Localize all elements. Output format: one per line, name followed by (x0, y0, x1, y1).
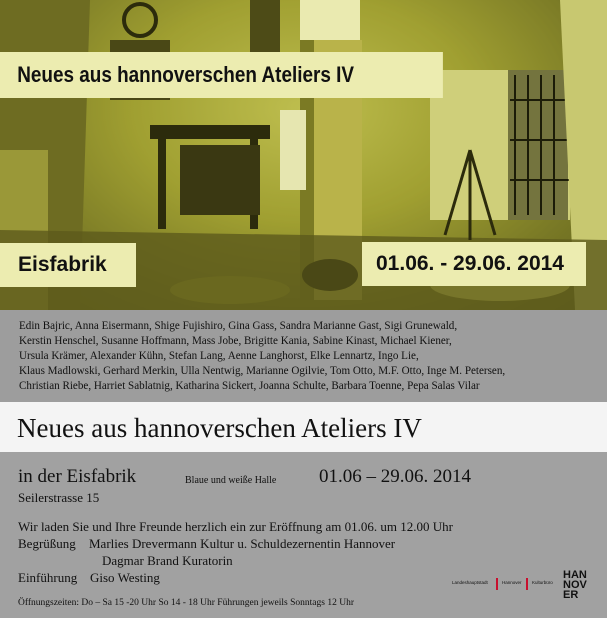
address: Seilerstrasse 15 (18, 490, 100, 505)
info-section (0, 452, 607, 618)
artist-line: Kerstin Henschel, Susanne Hoffmann, Mass Jobe, Brigitte Kania, Sabine Kinast, Michael Kiener, (19, 335, 452, 348)
hannover-logo-line: ER (563, 589, 579, 601)
artist-line: Ursula Krämer, Alexander Kühn, Stefan Lang, Aenne Langhorst, Elke Lennartz, Ingo Lie, (19, 350, 419, 363)
hannover-logo-line: NOV (563, 579, 587, 591)
exhibition-dates: 01.06 – 29.06. 2014 (319, 466, 471, 487)
banner-title: Neues aus hannoverschen Ateliers IV (0, 52, 443, 98)
red-bar-icon (496, 578, 498, 590)
intro-text: Giso Westing (90, 570, 160, 585)
artist-line: Klaus Madlowski, Gerhard Merkin, Ulla Nentwig, Marianne Ogilvie, Tom Otto, M.F. Otto, Inge M. Petersen, (19, 365, 506, 378)
artist-line: Edin Bajric, Anna Eisermann, Shige Fujishiro, Gina Gass, Sandra Marianne Gast, Sigi Grunewald, (19, 320, 458, 332)
invitation-text: Wir laden Sie und Ihre Freunde herzlich ein zur Eröffnung am 01.06. um 12.00 Uhr (18, 519, 453, 534)
banner-dates: 01.06. - 29.06. 2014 (362, 242, 586, 286)
city-logo-left: Landeshauptstadt (452, 580, 488, 585)
red-bar-icon (526, 578, 528, 590)
artist-list (0, 310, 607, 402)
city-logo-right: Kulturbüro (532, 580, 553, 585)
hannover-logo-line: HAN (563, 569, 587, 581)
location-line: in der Eisfabrik (18, 466, 137, 487)
greeting-text: Marlies Drevermann Kultur u. Schuldezernentin Hannover (89, 536, 396, 551)
curator: Dagmar Brand Kuratorin (102, 553, 233, 568)
city-logo-mid: Hannover (502, 580, 522, 585)
city-logo (452, 578, 560, 592)
intro-label: Einführung (18, 570, 78, 585)
exhibition-title: Neues aus hannoverschen Ateliers IV (0, 402, 607, 452)
hannover-logo (563, 570, 603, 610)
greeting-label: Begrüßung (18, 536, 76, 551)
hall-name: Blaue und weiße Halle (185, 475, 277, 486)
artist-line: Christian Riebe, Harriet Sablatnig, Katharina Sickert, Joanna Schulte, Barbara Toenne, Pepa Salas Vilar (19, 380, 480, 393)
banner-venue: Eisfabrik (0, 243, 136, 287)
opening-hours: Öffnungszeiten: Do – Sa 15 -20 Uhr So 14 - 18 Uhr Führungen jeweils Sonntags 12 Uhr (18, 598, 354, 608)
